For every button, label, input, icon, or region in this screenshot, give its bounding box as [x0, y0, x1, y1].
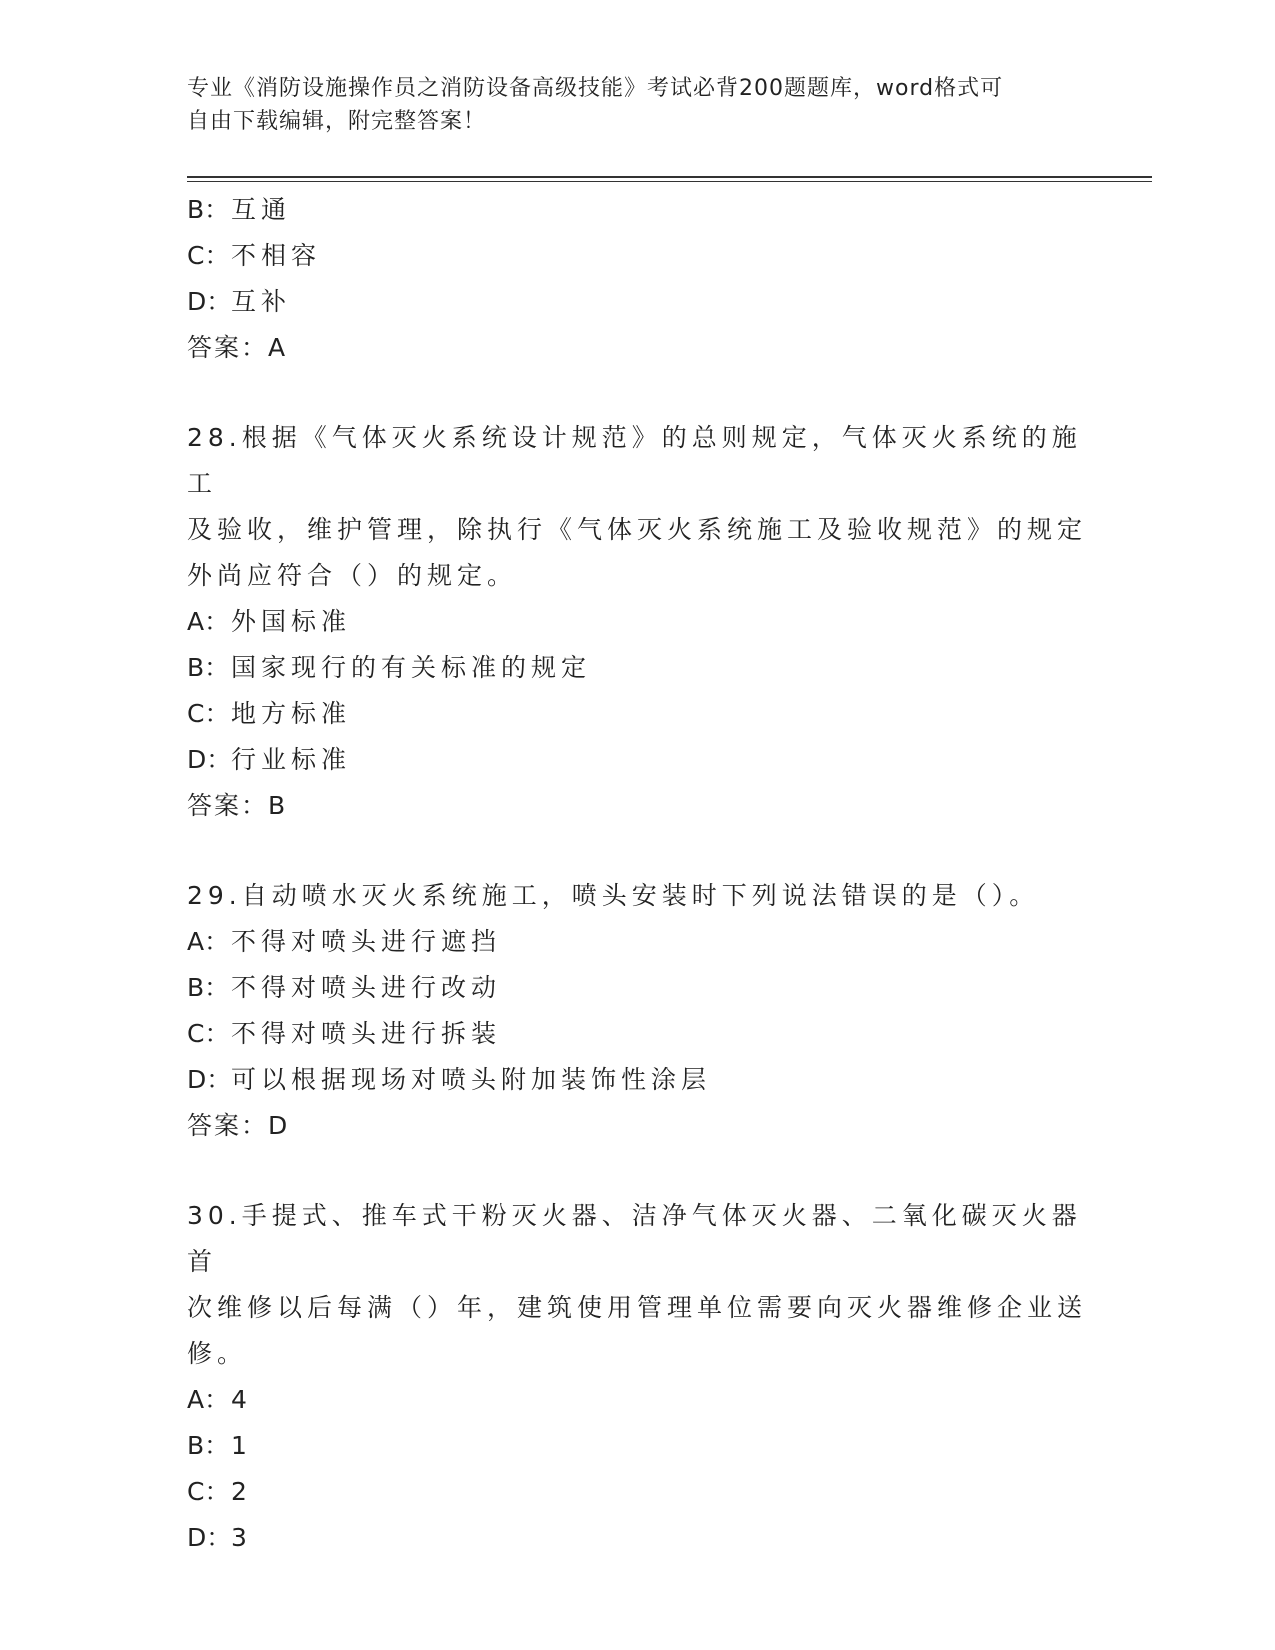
- option-text: 国家现行的有关标准的规定: [231, 653, 592, 682]
- option-d: [187, 1057, 1087, 1103]
- option-letter: A：: [187, 1385, 230, 1414]
- question-text-line: 30.手提式、推车式干粉灭火器、洁净气体灭火器、二氧化碳灭火器首: [187, 1201, 1082, 1276]
- answer-line: 答案：B: [187, 791, 288, 820]
- question-text-line: 及验收，维护管理，除执行《气体灭火系统施工及验收规范》的规定: [187, 515, 1088, 544]
- option-letter: A：: [187, 607, 230, 636]
- question-content: [187, 187, 1087, 1561]
- option-text: 不相容: [231, 241, 322, 270]
- option-text: 不得对喷头进行改动: [231, 973, 502, 1002]
- option-letter: B：: [187, 973, 230, 1002]
- option-text: 行业标准: [231, 745, 352, 774]
- option-c: [187, 233, 1087, 279]
- option-text: 外国标准: [231, 607, 352, 636]
- option-d: [187, 279, 1087, 325]
- option-b: [187, 187, 1087, 233]
- option-text: 不得对喷头进行拆装: [231, 1019, 502, 1048]
- option-text: 互补: [231, 287, 292, 316]
- question-text-line: 29.自动喷水灭火系统施工，喷头安装时下列说法错误的是（）。: [187, 881, 1040, 910]
- option-letter: D：: [187, 1065, 232, 1094]
- option-text: 互通: [231, 195, 292, 224]
- header-line-1: 专业《消防设施操作员之消防设备高级技能》考试必背200题题库，word格式可: [187, 76, 1004, 101]
- option-b: [187, 965, 1087, 1011]
- document-header: [187, 72, 1077, 138]
- option-text: 3: [231, 1523, 252, 1552]
- prev-question-block: [187, 187, 1087, 371]
- answer-line: 答案：A: [187, 333, 288, 362]
- option-letter: C：: [187, 241, 230, 270]
- option-letter: D：: [187, 1523, 232, 1552]
- option-letter: C：: [187, 1019, 230, 1048]
- option-a: [187, 599, 1087, 645]
- question-28: [187, 415, 1087, 829]
- option-letter: C：: [187, 699, 230, 728]
- question-text-line: 28.根据《气体灭火系统设计规范》的总则规定，气体灭火系统的施工: [187, 423, 1082, 498]
- option-b: [187, 645, 1087, 691]
- header-divider-thin: [187, 181, 1152, 182]
- question-text-line: 外尚应符合（）的规定。: [187, 561, 518, 590]
- option-text: 地方标准: [231, 699, 352, 728]
- option-b: [187, 1423, 1087, 1469]
- option-letter: B：: [187, 1431, 230, 1460]
- option-letter: B：: [187, 195, 230, 224]
- option-c: [187, 1469, 1087, 1515]
- option-text: 2: [231, 1477, 252, 1506]
- option-d: [187, 1515, 1087, 1561]
- option-letter: D：: [187, 745, 232, 774]
- question-text-line: 修。: [187, 1339, 248, 1368]
- header-divider: [187, 176, 1152, 178]
- question-text-line: 次维修以后每满（）年，建筑使用管理单位需要向灭火器维修企业送: [187, 1293, 1088, 1322]
- option-letter: C：: [187, 1477, 230, 1506]
- option-c: [187, 1011, 1087, 1057]
- option-letter: D：: [187, 287, 232, 316]
- option-text: 4: [231, 1385, 252, 1414]
- option-a: [187, 1377, 1087, 1423]
- option-a: [187, 919, 1087, 965]
- option-text: 不得对喷头进行遮挡: [231, 927, 502, 956]
- option-letter: A：: [187, 927, 230, 956]
- question-29: [187, 873, 1087, 1149]
- header-line-2: 自由下载编辑，附完整答案！: [187, 109, 487, 134]
- option-letter: B：: [187, 653, 230, 682]
- question-30: [187, 1193, 1087, 1561]
- option-text: 1: [231, 1431, 252, 1460]
- answer-line: 答案：D: [187, 1111, 290, 1140]
- option-d: [187, 737, 1087, 783]
- option-text: 可以根据现场对喷头附加装饰性涂层: [231, 1065, 712, 1094]
- option-c: [187, 691, 1087, 737]
